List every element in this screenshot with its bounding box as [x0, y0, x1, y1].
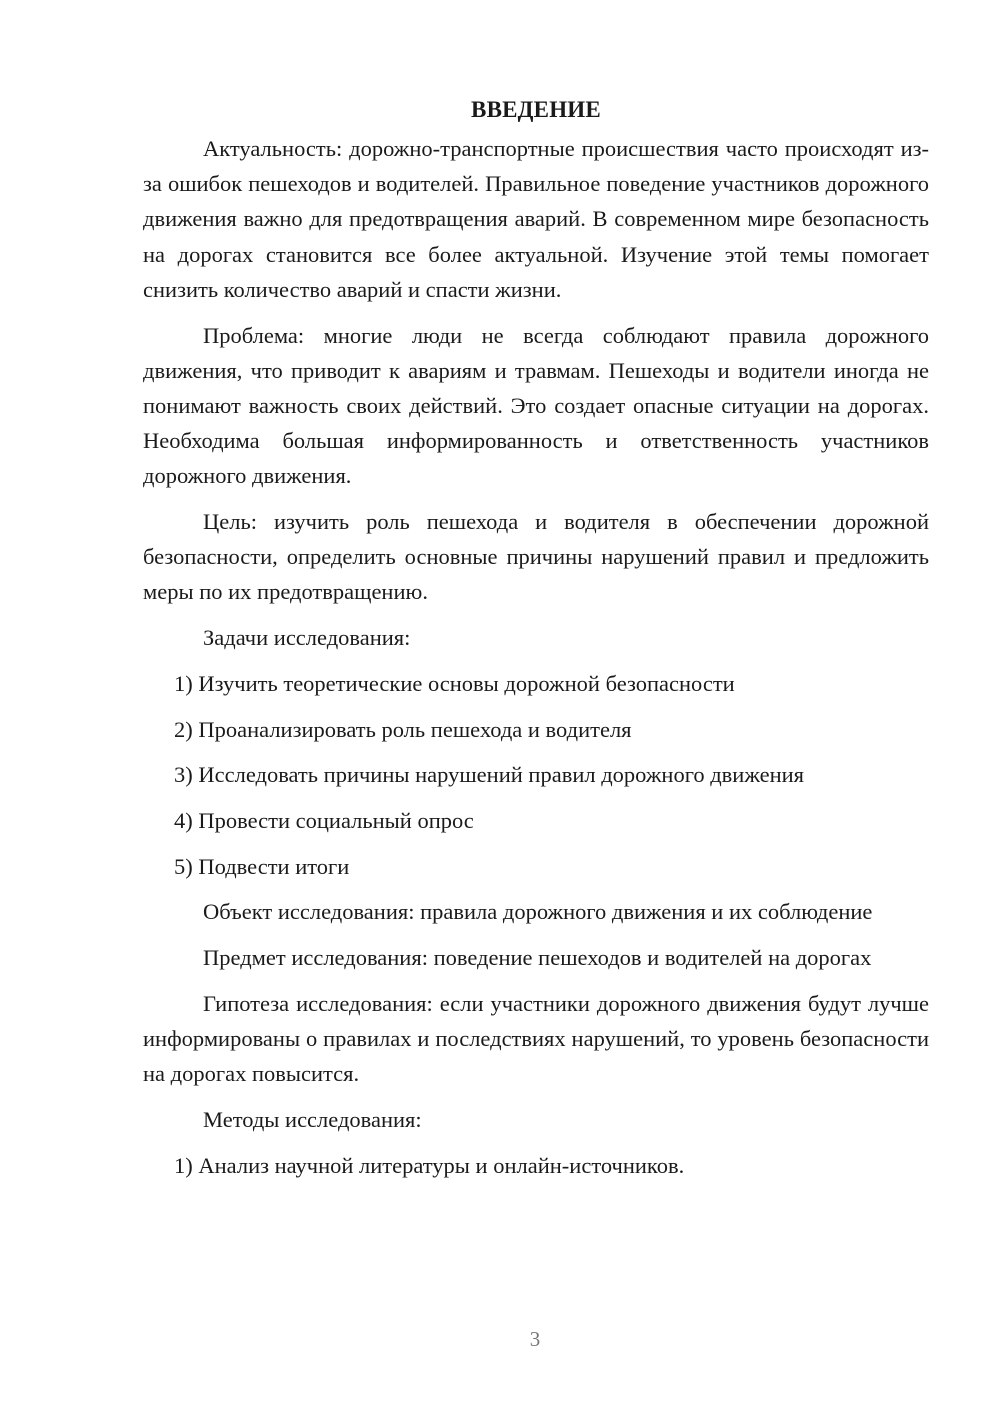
list-item: 2) Проанализировать роль пешехода и водителя — [174, 716, 632, 742]
list-item: 1) Анализ научной литературы и онлайн-источников. — [174, 1152, 685, 1178]
object-paragraph: Объект исследования: правила дорожного движения и их соблюдение — [203, 899, 873, 925]
subject-paragraph: Предмет исследования: поведение пешеходов и водителей на дорогах — [203, 945, 872, 971]
page-number: 3 — [529, 1327, 541, 1351]
section-heading: ВВЕДЕНИЕ — [471, 97, 601, 122]
methods-list — [143, 1148, 929, 1183]
methods-title: Методы исследования: — [203, 1106, 422, 1132]
hypothesis-paragraph: Гипотеза исследования: если участники дорожного движения будут лучше информированы о правилах и последствиях нарушений, то уровень безопасности на дорогах повысится. — [143, 990, 929, 1087]
goal-paragraph: Цель: изучить роль пешехода и водителя в обеспечении дорожной безопасности, определить основные причины нарушений правил и предложить меры по их предотвращению. — [143, 509, 929, 605]
list-item: 5) Подвести итоги — [174, 853, 350, 879]
document-page — [143, 92, 929, 1193]
tasks-list — [143, 666, 929, 884]
list-item: 3) Исследовать причины нарушений правил дорожного движения — [174, 762, 805, 788]
list-item: 4) Провести социальный опрос — [174, 807, 474, 833]
relevance-paragraph: Актуальность: дорожно-транспортные происшествия часто происходят из-за ошибок пешеходов и водителей. Правильное поведение участников дорожного движения важно для предотвращения аварий. В современном мире безопасность на дорогах становится все более актуальной. Изучение этой темы помогает снизить количество аварий и спасти жизни. — [143, 136, 929, 302]
problem-paragraph: Проблема: многие люди не всегда соблюдают правила дорожного движения, что приводит к авариям и травмам. Пешеходы и водители иногда не понимают важность своих действий. Это создает опасные ситуации на дорогах. Необходима большая информированность и ответственность участников дорожного движения. — [143, 322, 929, 489]
tasks-title: Задачи исследования: — [203, 625, 411, 651]
list-item: 1) Изучить теоретические основы дорожной безопасности — [174, 670, 735, 696]
